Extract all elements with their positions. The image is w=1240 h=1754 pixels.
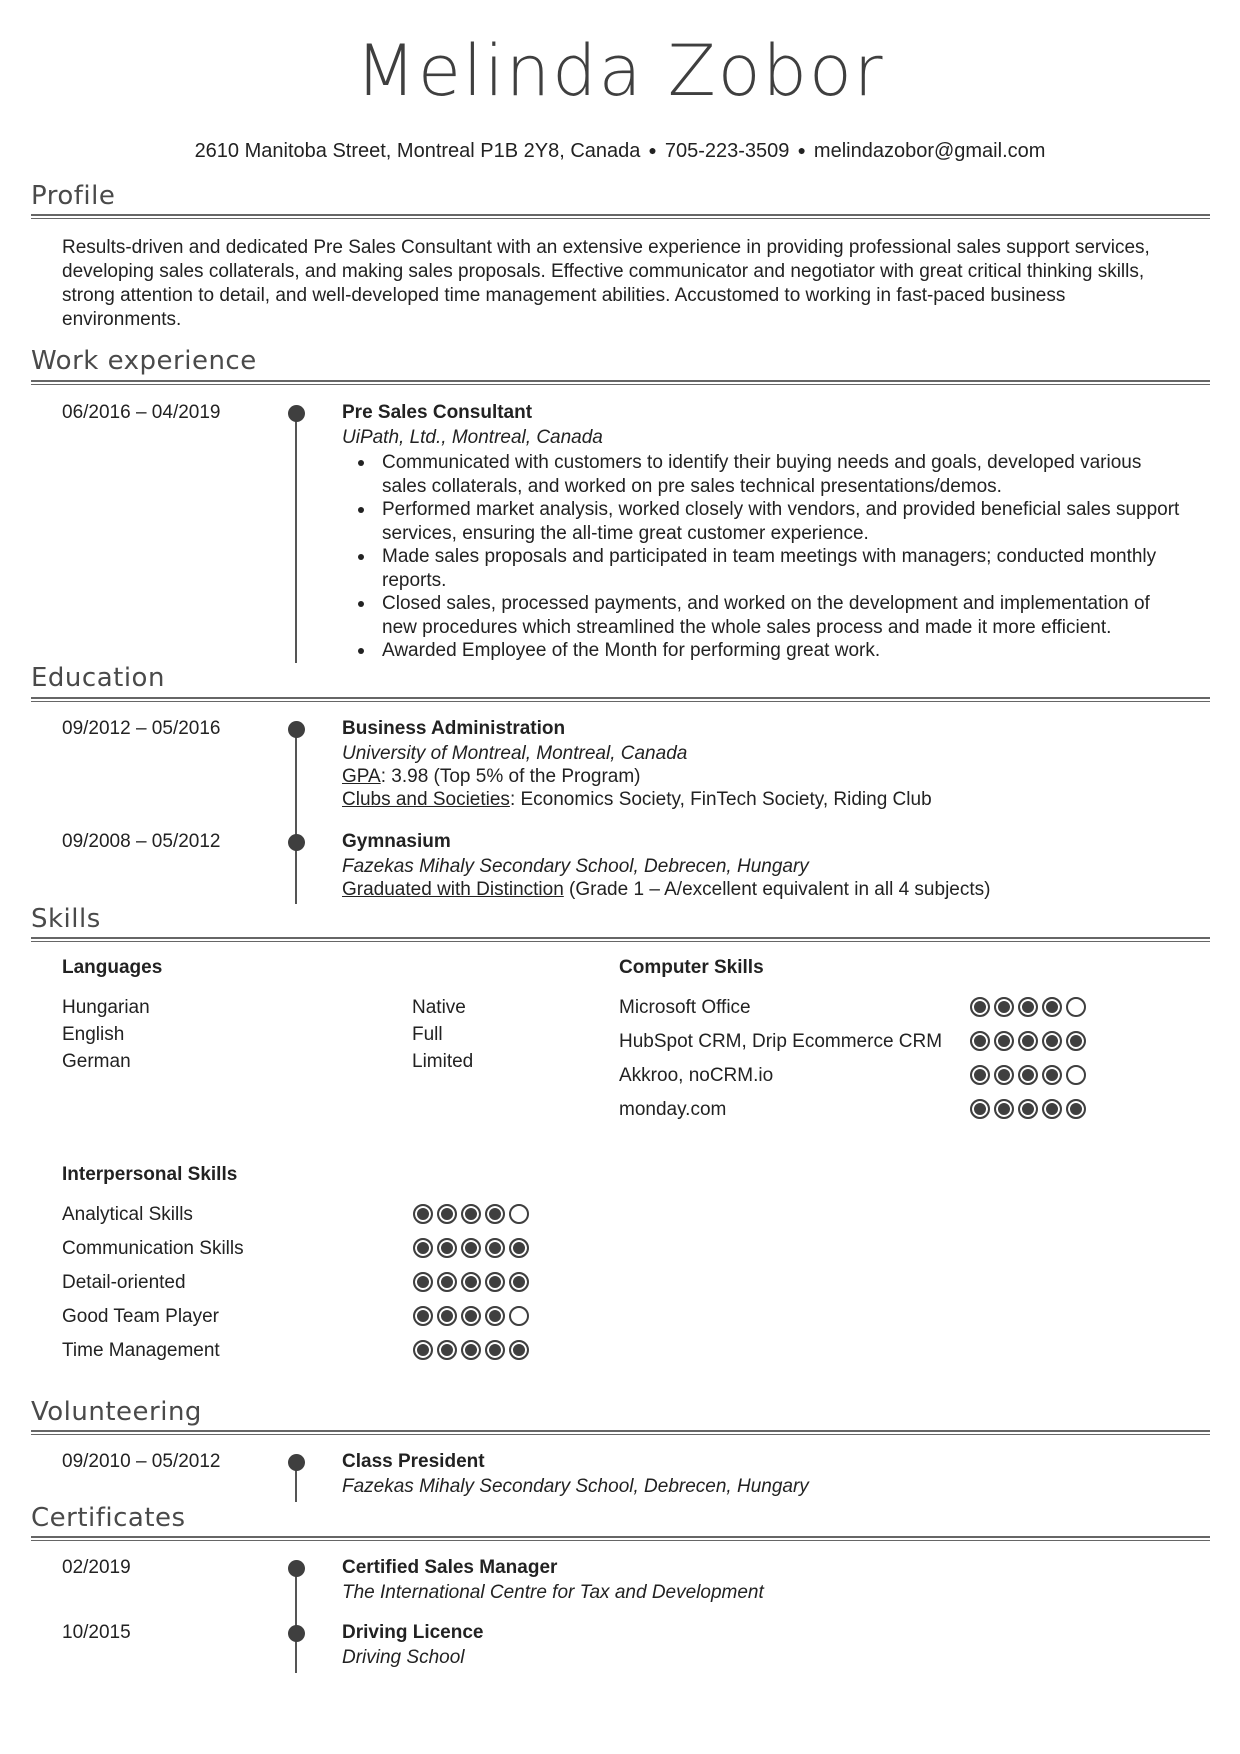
- rating-dot-filled: [485, 1272, 505, 1292]
- rating-dot-filled: [437, 1306, 457, 1326]
- section-divider: [31, 1536, 1210, 1538]
- rating-dot-filled: [413, 1340, 433, 1360]
- gpa-value: : 3.98 (Top 5% of the Program): [380, 766, 641, 787]
- interpersonal-skill-name: Communication Skills: [62, 1238, 244, 1259]
- honor-line: [342, 879, 990, 901]
- rating-dot-empty: [509, 1204, 529, 1224]
- section-title-work: Work experience: [31, 346, 257, 376]
- language-name: Hungarian: [62, 997, 150, 1018]
- rating-dot-filled: [509, 1238, 529, 1258]
- school-name: University of Montreal, Montreal, Canada: [342, 743, 688, 764]
- language-name: English: [62, 1024, 125, 1045]
- clubs-line: [342, 789, 932, 811]
- language-level: Full: [412, 1024, 443, 1045]
- section-title-profile: Profile: [31, 181, 116, 211]
- rating-dot-filled: [1042, 997, 1062, 1017]
- volunteer-role: Class President: [342, 1451, 485, 1472]
- certificate-name: Driving Licence: [342, 1622, 484, 1643]
- rating-dot-filled: [509, 1340, 529, 1360]
- rating-dot-filled: [1018, 1031, 1038, 1051]
- rating-dot-empty: [1066, 997, 1086, 1017]
- section-divider: [31, 214, 1210, 216]
- rating-dot-filled: [461, 1238, 481, 1258]
- separator-dot: ●: [797, 142, 806, 158]
- rating-dot-filled: [461, 1272, 481, 1292]
- profile-summary: Results-driven and dedicated Pre Sales Consultant with an extensive experience in providing professional sales support services, developing sales collaterals, and making sales proposals. Effective communicator and negotiator with great critical thinking skills, strong attention to detail, and well-developed time management abilities. Accustomed to working in fast-paced business environments.: [62, 237, 1150, 330]
- honor-label: Graduated with Distinction: [342, 879, 564, 900]
- language-level: Native: [412, 997, 466, 1018]
- section-title-certificates: Certificates: [31, 1503, 186, 1533]
- interpersonal-skills-heading: Interpersonal Skills: [62, 1164, 238, 1185]
- volunteering-dates: 09/2010 – 05/2012: [62, 1451, 221, 1472]
- rating-dot-filled: [1066, 1099, 1086, 1119]
- volunteer-org: Fazekas Mihaly Secondary School, Debrecen, Hungary: [342, 1476, 809, 1497]
- list-item: Awarded Employee of the Month for performing great work.: [342, 639, 1182, 663]
- rating-dot-filled: [970, 1031, 990, 1051]
- rating-dot-filled: [413, 1306, 433, 1326]
- job-title: Pre Sales Consultant: [342, 402, 533, 423]
- school-name: Fazekas Mihaly Secondary School, Debrecen, Hungary: [342, 856, 809, 877]
- rating-dot-filled: [1066, 1031, 1086, 1051]
- rating-dot-filled: [461, 1306, 481, 1326]
- section-title-volunteering: Volunteering: [31, 1397, 202, 1427]
- timeline-line: [295, 728, 297, 904]
- rating-dot-filled: [437, 1238, 457, 1258]
- timeline-dot: [288, 834, 305, 851]
- section-divider: [31, 697, 1210, 699]
- rating-dot-filled: [509, 1272, 529, 1292]
- rating-dot-filled: [994, 997, 1014, 1017]
- honor-value: (Grade 1 – A/excellent equivalent in all 4 subjects): [563, 879, 991, 900]
- rating-dot-filled: [970, 1065, 990, 1085]
- rating-dot-empty: [1066, 1065, 1086, 1085]
- work-dates: 06/2016 – 04/2019: [62, 402, 221, 423]
- clubs-value: : Economics Society, FinTech Society, Riding Club: [509, 789, 932, 810]
- list-item: Made sales proposals and participated in team meetings with managers; conducted monthly reports.: [342, 545, 1182, 592]
- timeline-dot: [288, 721, 305, 738]
- computer-skill-name: HubSpot CRM, Drip Ecommerce CRM: [619, 1031, 943, 1052]
- languages-heading: Languages: [62, 957, 163, 978]
- computer-skill-name: Akkroo, noCRM.io: [619, 1065, 774, 1086]
- timeline-dot: [288, 1560, 305, 1577]
- rating-dot-filled: [994, 1065, 1014, 1085]
- certificate-issuer: Driving School: [342, 1647, 465, 1668]
- certificate-date: 10/2015: [62, 1622, 131, 1643]
- certificate-date: 02/2019: [62, 1557, 131, 1578]
- rating-dot-filled: [1018, 997, 1038, 1017]
- rating-dot-filled: [437, 1272, 457, 1292]
- section-divider: [31, 937, 1210, 939]
- list-item: Communicated with customers to identify their buying needs and goals, developed various sales collaterals, and worked on pre sales technical presentations/demos.: [342, 451, 1182, 498]
- resume-name: Melinda Zobor: [355, 30, 885, 112]
- timeline-line: [295, 1567, 297, 1673]
- gpa-line: [342, 766, 641, 788]
- rating-dot-filled: [994, 1099, 1014, 1119]
- rating-dot-filled: [413, 1204, 433, 1224]
- rating-dot-filled: [413, 1272, 433, 1292]
- section-title-education: Education: [31, 663, 165, 693]
- timeline-dot: [288, 405, 305, 422]
- certificate-name: Certified Sales Manager: [342, 1557, 558, 1578]
- rating-dot-filled: [1042, 1099, 1062, 1119]
- rating-dot-filled: [437, 1204, 457, 1224]
- education-dates: 09/2008 – 05/2012: [62, 831, 221, 852]
- phone: 705-223-3509: [664, 140, 790, 162]
- rating-dot-filled: [485, 1306, 505, 1326]
- section-divider: [31, 380, 1210, 382]
- rating-dot-filled: [461, 1204, 481, 1224]
- interpersonal-skill-name: Analytical Skills: [62, 1204, 193, 1225]
- list-item: Performed market analysis, worked closely with vendors, and provided beneficial sales support services, ensuring the all-time great customer experience.: [342, 498, 1182, 545]
- rating-dot-empty: [509, 1306, 529, 1326]
- timeline-line: [295, 413, 297, 663]
- rating-dot-filled: [1042, 1031, 1062, 1051]
- education-dates: 09/2012 – 05/2016: [62, 718, 221, 739]
- email-link[interactable]: melindazobor@gmail.com: [813, 140, 1046, 162]
- rating-dot-filled: [461, 1340, 481, 1360]
- rating-dot-filled: [970, 1099, 990, 1119]
- computer-skills-heading: Computer Skills: [619, 957, 764, 978]
- rating-dot-filled: [413, 1238, 433, 1258]
- gpa-label: GPA: [342, 766, 381, 787]
- computer-skill-name: monday.com: [619, 1099, 727, 1120]
- employer: UiPath, Ltd., Montreal, Canada: [342, 427, 603, 448]
- rating-dot-filled: [1018, 1065, 1038, 1085]
- interpersonal-skill-name: Good Team Player: [62, 1306, 220, 1327]
- language-level: Limited: [412, 1051, 474, 1072]
- degree-title: Gymnasium: [342, 831, 451, 852]
- interpersonal-skill-name: Detail-oriented: [62, 1272, 186, 1293]
- section-title-skills: Skills: [31, 904, 101, 934]
- rating-dot-filled: [437, 1340, 457, 1360]
- address: 2610 Manitoba Street, Montreal P1B 2Y8, Canada: [194, 140, 641, 162]
- rating-dot-filled: [485, 1204, 505, 1224]
- rating-dot-filled: [485, 1340, 505, 1360]
- language-name: German: [62, 1051, 131, 1072]
- timeline-dot: [288, 1454, 305, 1471]
- rating-dot-filled: [994, 1031, 1014, 1051]
- certificate-issuer: The International Centre for Tax and Development: [342, 1582, 764, 1603]
- interpersonal-skill-name: Time Management: [62, 1340, 220, 1361]
- rating-dot-filled: [970, 997, 990, 1017]
- separator-dot: ●: [648, 142, 657, 158]
- job-bullets: [342, 451, 1182, 663]
- clubs-label: Clubs and Societies: [342, 789, 510, 810]
- computer-skill-name: Microsoft Office: [619, 997, 751, 1018]
- section-divider: [31, 1430, 1210, 1432]
- rating-dot-filled: [485, 1238, 505, 1258]
- timeline-dot: [288, 1625, 305, 1642]
- list-item: Closed sales, processed payments, and worked on the development and implementation of new procedures which streamlined the whole sales process and made it more efficient.: [342, 592, 1182, 639]
- degree-title: Business Administration: [342, 718, 566, 739]
- rating-dot-filled: [1018, 1099, 1038, 1119]
- contact-line: [0, 140, 1240, 163]
- rating-dot-filled: [1042, 1065, 1062, 1085]
